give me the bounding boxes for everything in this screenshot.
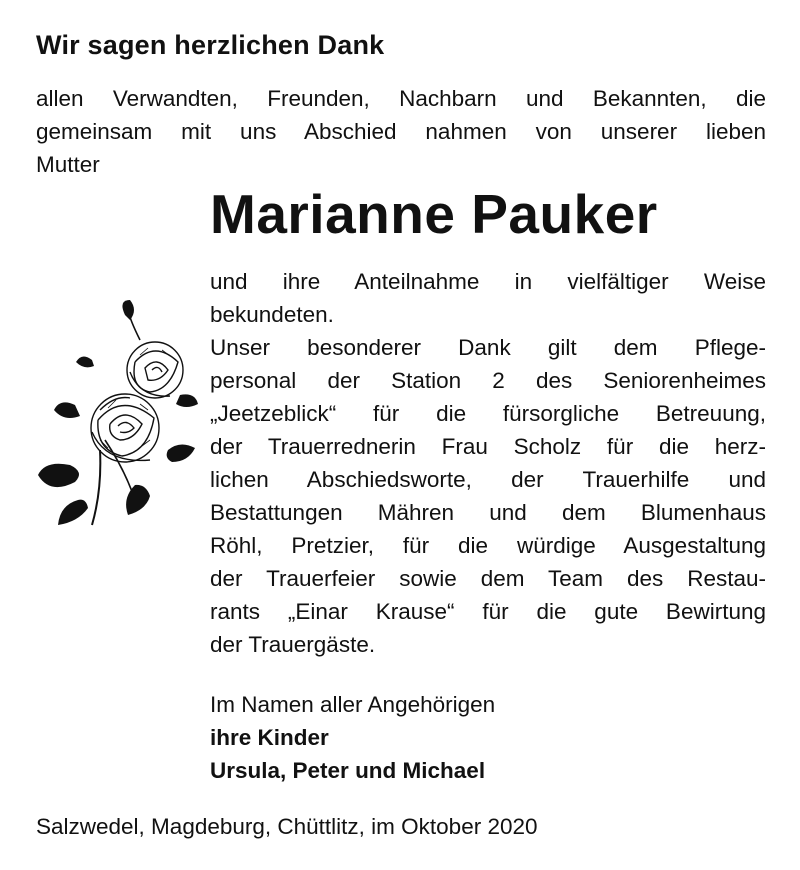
body-line: „Jeetzeblick“ für die fürsorgliche Betreuung, (210, 401, 766, 426)
body-line: der Trauerfeier sowie dem Team des Restau- (210, 566, 766, 591)
body-line: lichen Abschiedsworte, der Trauerhilfe und (210, 467, 766, 492)
body-line: Unser besonderer Dank gilt dem Pflege- (210, 335, 766, 360)
intro-line: gemeinsam mit uns Abschied nahmen von unserer lieben (36, 119, 766, 144)
body-line: Röhl, Pretzier, für die würdige Ausgestaltung (210, 533, 766, 558)
signature-block (210, 688, 495, 787)
body-line: personal der Station 2 des Seniorenheimes (210, 368, 766, 393)
intro-paragraph (36, 82, 766, 181)
body-line: rants „Einar Krause“ für die gute Bewirtung (210, 599, 766, 624)
body-line: bekundeten. (210, 302, 334, 327)
rose-icon (30, 300, 200, 530)
body-line: der Trauerrednerin Frau Scholz für die herz- (210, 434, 766, 459)
signature-relation: ihre Kinder (210, 725, 329, 750)
body-line: der Trauergäste. (210, 632, 376, 657)
notice-heading: Wir sagen herzlichen Dank (36, 30, 385, 60)
place-date: Salzwedel, Magdeburg, Chüttlitz, im Oktober 2020 (36, 814, 538, 839)
signature-intro: Im Namen aller Angehörigen (210, 692, 496, 717)
body-line: Bestattungen Mähren und dem Blumenhaus (210, 500, 766, 525)
deceased-name: Marianne Pauker (210, 183, 658, 245)
body-paragraph (210, 265, 766, 661)
intro-line: Mutter (36, 152, 100, 177)
intro-line: allen Verwandten, Freunden, Nachbarn und Bekannten, die (36, 86, 766, 111)
body-line: und ihre Anteilnahme in vielfältiger Weise (210, 269, 766, 294)
signature-names: Ursula, Peter und Michael (210, 758, 486, 783)
